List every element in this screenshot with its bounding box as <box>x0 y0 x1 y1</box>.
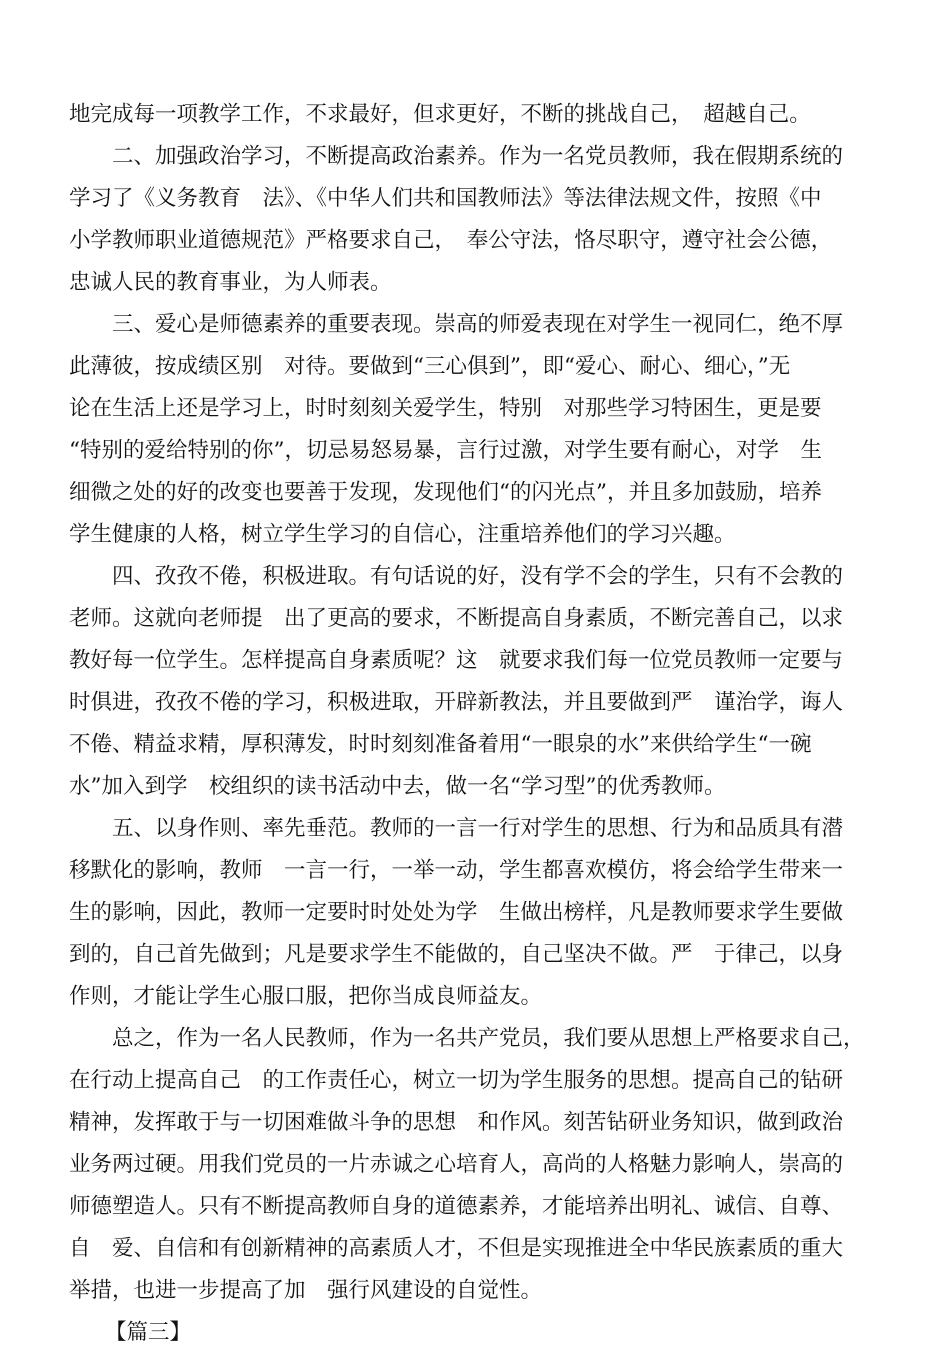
text-line: 学习了《义务教育 法》、《中华人们共和国教师法》等法律法规文件，按照《中 <box>69 186 822 211</box>
text-line: 老师。这就向老师提 出了更高的要求，不断提高自身素质，不断完善自己，以求 <box>69 606 844 631</box>
text-line: 四、孜孜不倦，积极进取。有句话说的好，没有学不会的学生，只有不会教的 <box>112 564 844 589</box>
text-line: 五、以身作则、率先垂范。教师的一言一行对学生的思想、行为和品质具有潜 <box>112 816 844 841</box>
text-line: 论在生活上还是学习上，时时刻刻关爱学生，特别 对那些学习特困生，更是要 <box>69 396 822 421</box>
text-line: 二、加强政治学习，不断提高政治素养。作为一名党员教师，我在假期系统的 <box>112 144 844 169</box>
text-line: 总之，作为一名人民教师，作为一名共产党员，我们要从思想上严格要求自己， <box>112 1026 865 1051</box>
text-line: 师德塑造人。只有不断提高教师自身的道德素养，才能培养出明礼、诚信、自尊、 <box>69 1194 844 1219</box>
text-line: 此薄彼，按成绩区别 对待。要做到“三心俱到”，即“爱心、耐心、细心，”无 <box>69 354 791 379</box>
text-line: 细微之处的好的改变也要善于发现，发现他们“的闪光点”，并且多加鼓励，培养 <box>69 480 822 505</box>
text-line: 水”加入到学 校组织的读书活动中去，做一名“学习型”的优秀教师。 <box>69 774 726 799</box>
text-line: 精神，发挥敢于与一切困难做斗争的思想 和作风。刻苦钻研业务知识，做到政治 <box>69 1110 844 1135</box>
text-line: 三、爱心是师德素养的重要表现。崇高的师爱表现在对学生一视同仁，绝不厚 <box>112 312 844 337</box>
text-line: 不倦、精益求精，厚积薄发，时时刻刻准备着用“一眼泉的水”来供给学生“一碗 <box>69 732 812 757</box>
text-line: 业务两过硬。用我们党员的一片赤诚之心培育人，高尚的人格魅力影响人，崇高的 <box>69 1152 844 1177</box>
text-line: 自 爱、自信和有创新精神的高素质人才，不但是实现推进全中华民族素质的重大 <box>69 1236 844 1261</box>
text-line: “特别的爱给特别的你”，切忌易怒易暴，言行过激，对学生要有耐心，对学 生 <box>69 438 822 463</box>
text-line: 时俱进，孜孜不倦的学习，积极进取，开辟新教法，并且要做到严 谨治学，诲人 <box>69 690 844 715</box>
text-line: 生的影响，因此，教师一定要时时处处为学 生做出榜样，凡是教师要求学生要做 <box>69 900 844 925</box>
document-body <box>69 94 885 1354</box>
text-line: 教好每一位学生。怎样提高自身素质呢？这 就要求我们每一位党员教师一定要与 <box>69 648 844 673</box>
text-line: 忠诚人民的教育事业，为人师表。 <box>69 270 392 295</box>
text-line: 举措，也进一步提高了加 强行风建设的自觉性。 <box>69 1278 543 1303</box>
text-line: 到的，自己首先做到；凡是要求学生不能做的，自己坚决不做。严 于律己，以身 <box>69 942 844 967</box>
text-line: 学生健康的人格，树立学生学习的自信心，注重培养他们的学习兴趣。 <box>69 522 736 547</box>
text-line: 作则，才能让学生心服口服，把你当成良师益友。 <box>69 984 543 1009</box>
section-heading: 【篇三】 <box>105 1320 192 1345</box>
text-line: 小学教师职业道德规范》严格要求自己， 奉公守法，恪尽职守，遵守社会公德， <box>69 228 833 253</box>
text-line: 地完成每一项教学工作，不求最好，但求更好，不断的挑战自己， 超越自己。 <box>69 102 811 127</box>
text-line: 在行动上提高自己 的工作责任心，树立一切为学生服务的思想。提高自己的钻研 <box>69 1068 844 1093</box>
text-line: 移默化的影响，教师 一言一行，一举一动，学生都喜欢模仿，将会给学生带来一 <box>69 858 844 883</box>
